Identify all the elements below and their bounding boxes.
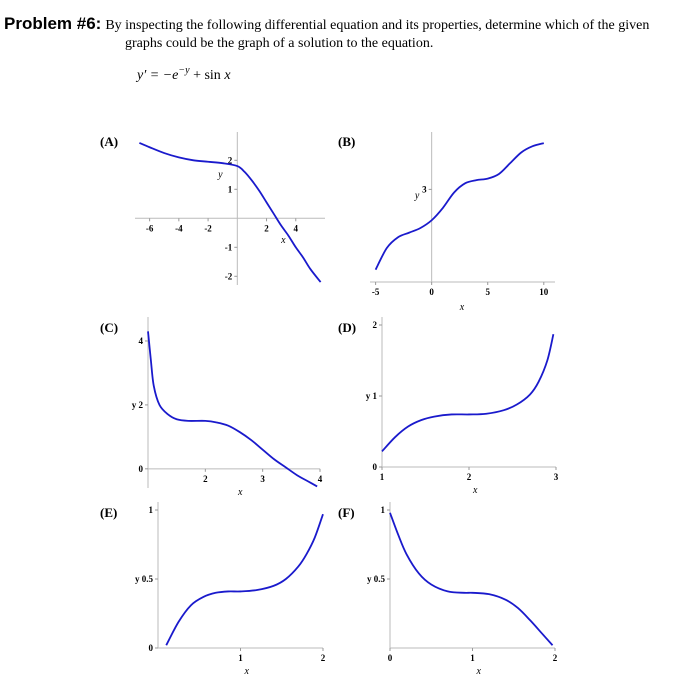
y-tick-label: 2 <box>372 320 377 330</box>
chart-1 <box>100 132 325 285</box>
y-tick-label: 2 <box>227 155 233 166</box>
x-tick-label: 3 <box>553 472 559 482</box>
x-axis-label: x <box>281 234 286 246</box>
x-tick-label: 2 <box>552 653 558 663</box>
x-tick-label: -2 <box>204 223 212 234</box>
x-tick-label: -5 <box>371 287 380 297</box>
x-tick-label: 4 <box>317 473 323 484</box>
y-tick-label: y 1 <box>365 391 377 401</box>
y-tick-label: -1 <box>224 242 233 253</box>
x-tick-label: 2 <box>203 473 208 484</box>
chart-3 <box>100 317 323 498</box>
x-axis-label: x <box>473 485 478 496</box>
chart-4 <box>338 317 559 496</box>
x-tick-label: 2 <box>466 472 472 482</box>
x-tick-label: 0 <box>429 287 434 297</box>
y-axis-label: y <box>218 169 223 181</box>
y-tick-label: y 0.5 <box>135 574 153 584</box>
x-tick-label: 3 <box>260 473 265 484</box>
problem-text-line1: By inspecting the following differential equation and its properties, determine which of the given <box>105 18 650 33</box>
solution-curve <box>148 331 317 486</box>
solution-curve <box>139 143 320 282</box>
x-tick-label: 10 <box>539 287 549 297</box>
equation-lhs: y′ = −e <box>137 68 179 83</box>
y-tick-label: 1 <box>227 184 233 195</box>
x-tick-label: 5 <box>485 287 490 297</box>
x-tick-label: 1 <box>238 653 243 663</box>
y-tick-label: -2 <box>224 271 233 282</box>
y-tick-label: 1 <box>380 505 385 515</box>
solution-curve <box>166 514 323 645</box>
x-tick-label: 1 <box>379 472 385 482</box>
equation-exponent: −y <box>178 65 190 76</box>
solution-curve <box>390 513 553 645</box>
problem-label: Problem #6: <box>4 14 102 33</box>
x-tick-label: 0 <box>387 653 393 663</box>
panel-label: (D) <box>338 320 357 335</box>
y-axis-label: y <box>414 190 420 202</box>
panel-label: (C) <box>100 320 119 335</box>
x-tick-label: -4 <box>175 223 183 234</box>
x-tick-label: 4 <box>293 223 299 234</box>
solution-curve <box>376 143 544 270</box>
x-axis-label: x <box>244 666 249 675</box>
chart-6 <box>338 502 558 675</box>
y-tick-label: 0 <box>372 462 377 472</box>
x-tick-label: 2 <box>264 223 269 234</box>
chart-2 <box>338 132 555 313</box>
y-tick-label: 4 <box>138 335 143 346</box>
y-tick-label: y 0.5 <box>367 574 385 584</box>
equation-rhs: + sin <box>193 68 221 83</box>
y-tick-label: 0 <box>148 643 153 653</box>
solution-curve <box>382 334 553 451</box>
x-axis-label: x <box>459 302 465 313</box>
x-axis-label: x <box>238 486 243 498</box>
x-tick-label: 1 <box>470 653 475 663</box>
equation-var: x <box>224 68 231 83</box>
panel-label: (F) <box>338 505 355 520</box>
y-tick-label: y 2 <box>131 399 143 410</box>
panel-label: (A) <box>100 134 119 149</box>
x-tick-label: -6 <box>145 223 154 234</box>
panel-label: (B) <box>338 134 356 149</box>
x-axis-label: x <box>476 666 481 675</box>
y-tick-label: 1 <box>148 505 153 515</box>
y-tick-label: 0 <box>138 463 143 474</box>
chart-5 <box>100 502 326 675</box>
panel-label: (E) <box>100 505 118 520</box>
problem-text-line2: graphs could be the graph of a solution to the equation. <box>125 36 434 51</box>
y-tick-label: 3 <box>422 184 427 195</box>
x-tick-label: 2 <box>320 653 326 663</box>
